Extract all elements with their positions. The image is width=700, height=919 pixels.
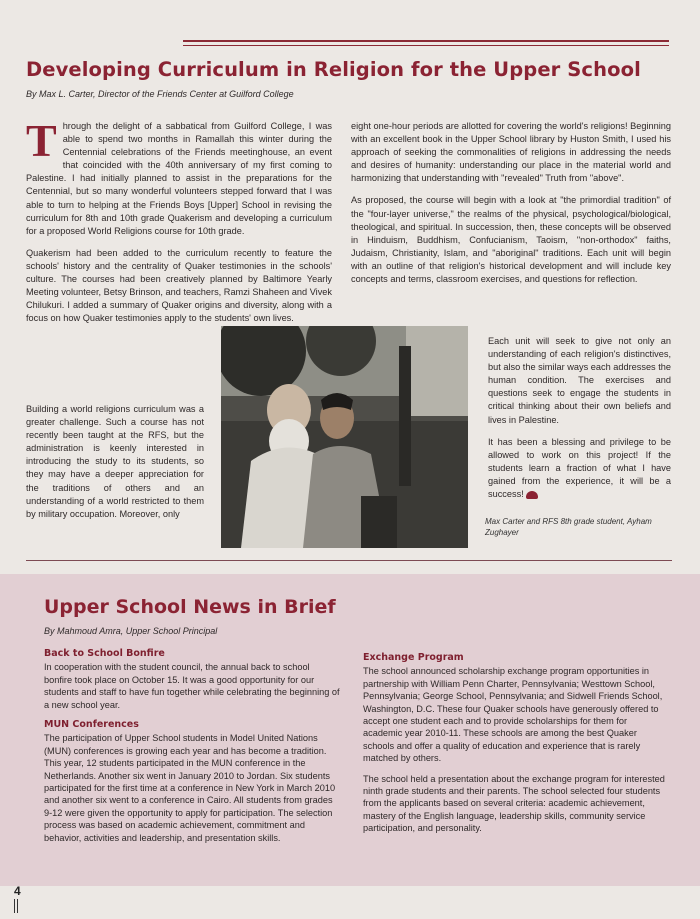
article-photo [221, 326, 468, 548]
page-rule [14, 899, 15, 913]
drop-cap: T [26, 115, 57, 166]
news-paragraph: In cooperation with the student council, the annual back to school bonfire took place on October 15. It was a good opportunity for our students and staff to have fun together while celebrating the beginning of a new school year. [44, 662, 340, 710]
news-heading: Exchange Program [363, 652, 464, 663]
article-paragraph: Each unit will seek to give not only an understanding of each religion's distinctives, but also the similar ways each addresses the human condition. The exercises and questions seek to engage the students in critical thinking about their own beliefs and lives in Palestine. [488, 336, 671, 425]
news-paragraph: The school announced scholarship exchange program opportunities in partnership with William Penn Charter, Pennsylvania; Westtown School, Pennsylvania; George School, Pennsylvania; and Sidwell Friends School, Washington, D.C. These four Quaker schools have generously offered to accept one student each and to provide scholarships for them for academic year 2010-11. These schools are among the best Quaker schools and offer a quality of education and experience that is rarely matched by others. [363, 666, 663, 764]
article-title: Developing Curriculum in Religion for the Upper School [26, 58, 641, 81]
page-rule [17, 899, 18, 913]
photo-caption: Max Carter and RFS 8th grade student, Ayham Zughayer [485, 517, 652, 537]
article-paragraph: eight one-hour periods are allotted for covering the world's religions! Beginning with an excellent book in the Upper School library by Huston Smith, I used his approach of seeking the commonalities of religions in addressing the needs and desires of humanity: understanding our place in the material world and harmonizing that understanding with "revealed" Truth from "above". [351, 121, 671, 184]
news-byline: By Mahmoud Amra, Upper School Principal [44, 626, 218, 636]
news-column-2 [363, 652, 665, 843]
article-column-2-lower [488, 335, 671, 510]
news-heading: MUN Conferences [44, 719, 139, 731]
news-column-1 [44, 648, 340, 852]
article-paragraph: It has been a blessing and privilege to be allowed to work on this project! If the students learn a fraction of what I have gained from the experience, it will be a success! [488, 436, 671, 500]
article-paragraph: Quakerism had been added to the curriculum recently to feature the schools' history and the centrality of Quaker testimonies in the schools' culture. The courses had been creatively planned by Baltimore Yearly Meeting volunteer, Betsy Brinson, and teachers, Ramzi Shaheen and Vivek Chilukuri. I added a summary of Quaker origins and diversity, along with a focus on how Quaker testimonies apply to the students' own lives. [26, 247, 332, 324]
end-mark-icon [526, 491, 538, 499]
news-title: Upper School News in Brief [44, 596, 336, 618]
top-rule [183, 40, 669, 42]
article-column-1 [26, 115, 332, 325]
article-paragraph: Through the delight of a sabbatical from Guilford College, I was able to spend two months in Ramallah this winter during the Centennial celebrations of the Friends meetinghouse, an event that coincided with the 40th anniversary of my first coming to Palestine. I had initially planned to assist in the preparations for the Centennial, but so many wonderful volunteers stepped forward that I was able to turn to helping at the Friends Boys [Upper] School in revising the curriculum for 8th and 10th grade Quakerism and developing a curriculum for a proposed World Religions course for 10th grade. [26, 115, 332, 236]
article-column-2 [351, 120, 671, 295]
news-paragraph: The participation of Upper School students in Model United Nations (MUN) conferences is growing each year and has become a tradition. This year, 12 students participated in the MUN conference in the Netherlands. Another six went in January 2010 to Jordan. Six students participated for the first time at a conference in New York in March 2010 and another six went to a conference in Cairo. All students from grades 9-12 were given the opportunity to apply for participation. The selection process was based on academic achievement, commitment and behavior, activities and leadership, and presentation skills. [44, 733, 336, 843]
article-paragraph: Building a world religions curriculum was a greater challenge. Such a course has not recently been taught at the RFS, but the administration is keenly interested in introducing the study to its students, so they may have a deeper appreciation for the traditions of others and an understanding of a world restricted to them by military occupation. Moreover, only [26, 404, 204, 519]
top-rule-thin [183, 45, 669, 46]
article-byline: By Max L. Carter, Director of the Friends Center at Guilford College [26, 89, 294, 99]
page-number: 4 [14, 884, 21, 898]
news-heading: Back to School Bonfire [44, 648, 165, 659]
article-column-1-lower [26, 403, 204, 530]
news-paragraph: The school held a presentation about the exchange program for interested ninth grade students and their parents. The school selected four students from the applicants based on several criteria: academic achievement, mastery of the English language, leadership skills, community service participation, and personality. [363, 773, 665, 834]
article-paragraph: As proposed, the course will begin with a look at "the primordial tradition" of the "four-layer universe," the realms of the physical, psychological/biological, theological, and spiritual. In succession, then, these concepts will be observed in Hinduism, Buddhism, Confucianism, Taoism, "non-orthodox" faiths, Judaism, Christianity, Islam, and "aboriginal" traditions. Each unit will begin with an outline of that religion's historical development and will include key concepts and terms, classroom exercises, and questions for reflection. [351, 195, 671, 285]
section-divider [26, 560, 672, 561]
photo-illustration [221, 326, 468, 548]
